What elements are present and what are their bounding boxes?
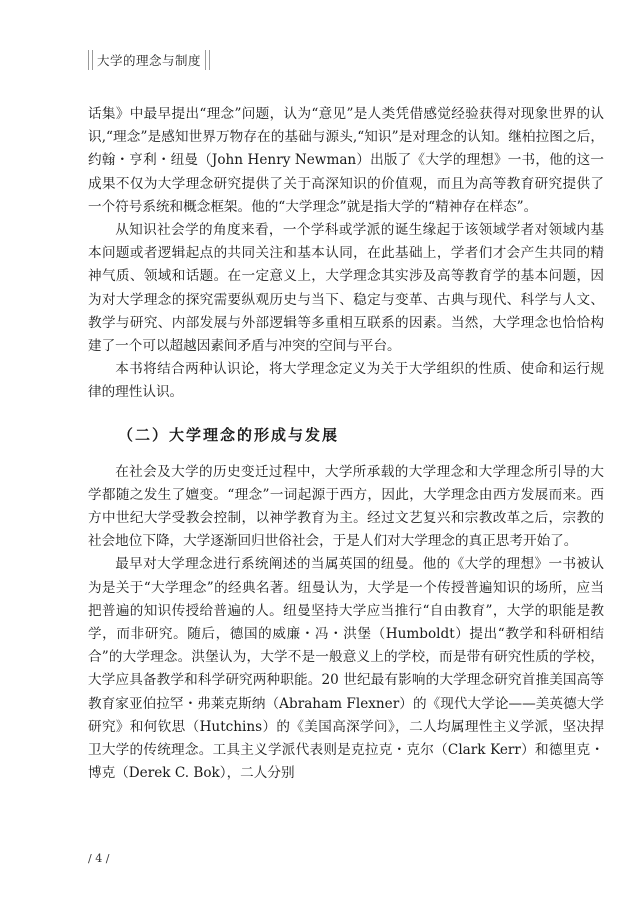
page-body [88, 103, 604, 785]
header-rule-left [88, 50, 93, 70]
page-number: / 4 / [88, 852, 110, 865]
section-heading: （二）大学理念的形成与发展 [118, 425, 340, 444]
header-rule-right [205, 50, 210, 70]
paragraph-continued: 话集》中最早提出“理念”问题，认为“意见”是人类凭借感觉经验获得对现象世界的认识,“理念”是感知世界万物存在的基础与源头,“知识”是对理念的认知。继柏拉图之后，约翰・亨利・纽曼（John Henry Newman）出版了《大学的理想》一书，他的这一成果不仅为大学理念研究提供了关于高深知识的价值观，而且为高等教育研究提供了一个符号系统和概念框架。他的“大学理念”就是指大学的“精神存在样态”。 [88, 106, 604, 215]
paragraph: 最早对大学理念进行系统阐述的当属英国的纽曼。他的《大学的理想》一书被认为是关于“大学理念”的经典名著。纽曼认为，大学是一个传授普遍知识的场所，应当把普遍的知识传授给普遍的人。纽曼坚持大学应当推行“自由教育”，大学的职能是教学，而非研究。随后，德国的威廉・冯・洪堡（Humboldt）提出“教学和科研相结合”的大学理念。洪堡认为，大学不是一般意义上的学校，而是带有研究性质的学校，大学应具备教学和科学研究两种职能。20 世纪最有影响的大学理念研究首推美国高等教育家亚伯拉罕・弗莱克斯纳（Abraham Flexner）的《现代大学论——美英德大学研究》和何钦思（Hutchins）的《美国高深学问》，二人均属理性主义学派，坚决捍卫大学的传统理念。工具主义学派代表则是克拉克・克尔（Clark Kerr）和德里克・博克（Derek C. Bok），二人分别 [88, 556, 604, 782]
paragraph: 从知识社会学的角度来看，一个学科或学派的诞生缘起于该领域学者对领域内基本问题或者逻辑起点的共同关注和基本认同，在此基础上，学者们才会产生共同的精神气质、领域和话题。在一定意义上，大学理念其实涉及高等教育学的基本问题，因为对大学理念的探究需要纵观历史与当下、稳定与变革、古典与现代、科学与人文、教学与研究、内部发展与外部逻辑等多重相互联系的因素。当然，大学理念也恰恰构建了一个可以超越因素间矛盾与冲突的空间与平台。 [88, 222, 604, 355]
paragraph: 在社会及大学的历史变迁过程中，大学所承载的大学理念和大学理念所引导的大学都随之发生了嬗变。“理念”一词起源于西方，因此，大学理念由西方发展而来。西方中世纪大学受教会控制，以神学教育为主。经过文艺复兴和宗教改革之后，宗教的社会地位下降，大学逐渐回归世俗社会，于是人们对大学理念的真正思考开始了。 [88, 463, 604, 550]
book-title: 大学的理念与制度 [97, 53, 202, 68]
paragraph: 本书将结合两种认识论，将大学理念定义为关于大学组织的性质、使命和运行规律的理性认识。 [88, 361, 604, 401]
running-header [88, 50, 210, 70]
